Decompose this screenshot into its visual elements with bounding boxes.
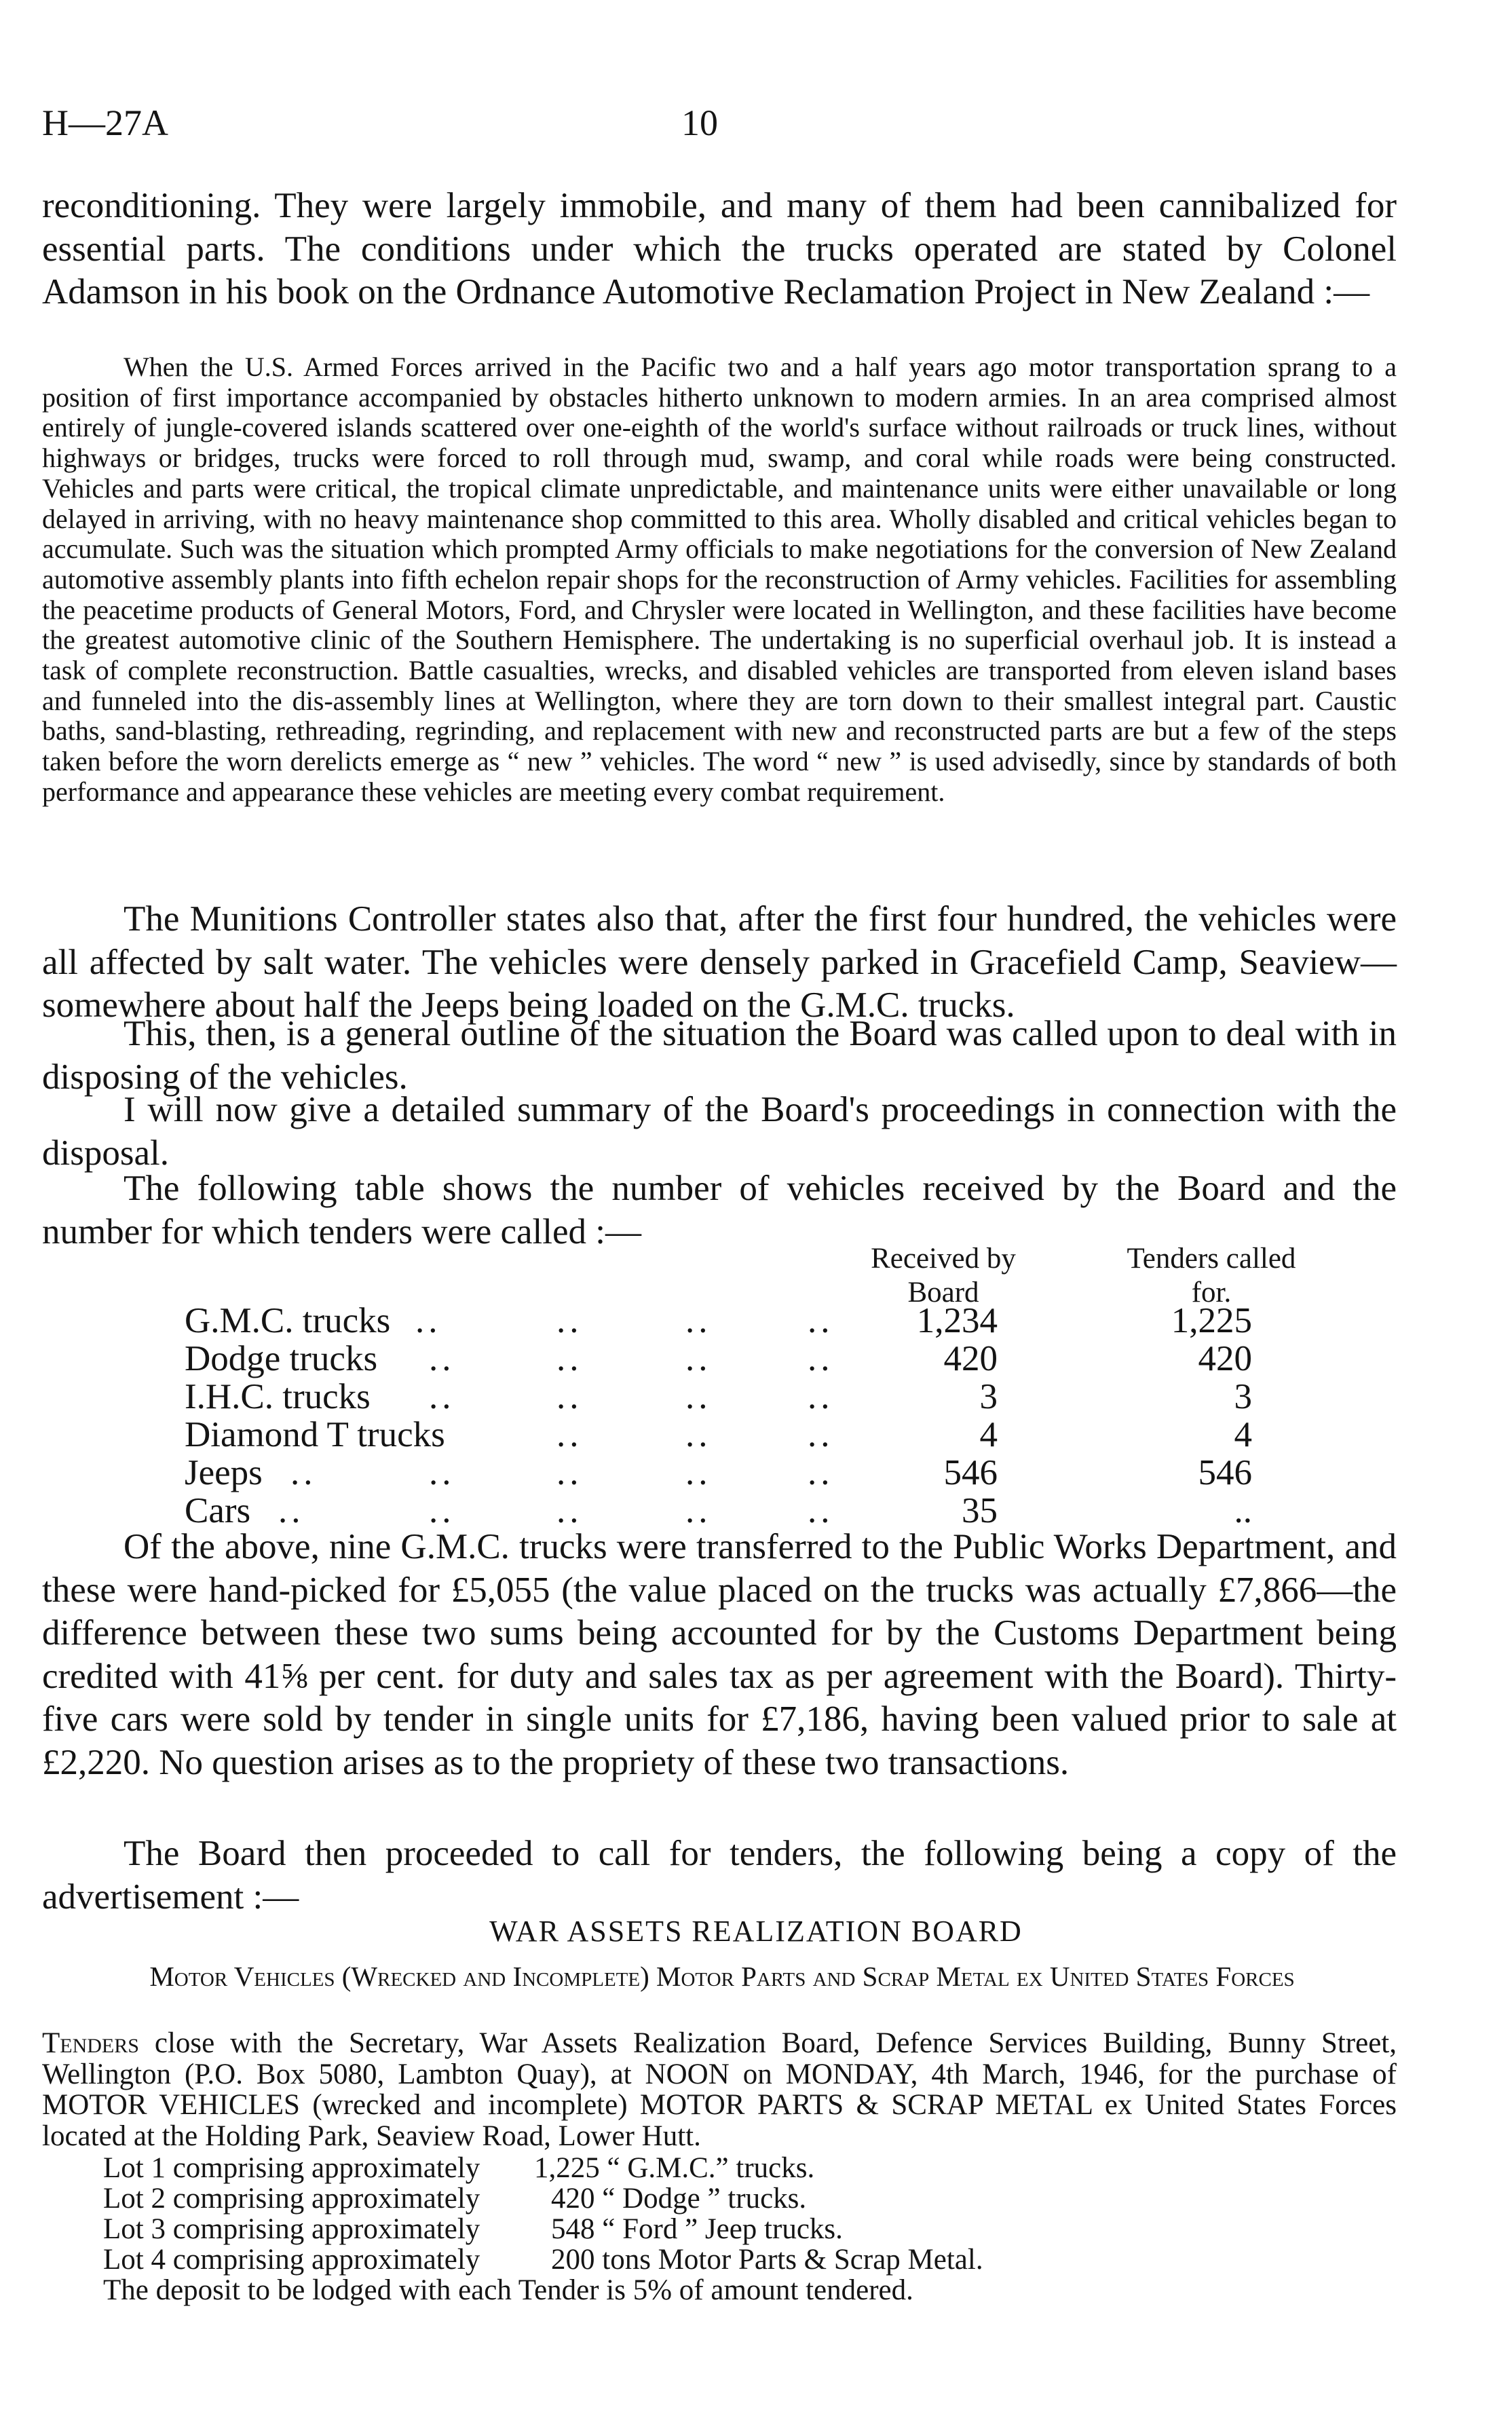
tenders-value: 3 bbox=[1234, 1377, 1252, 1416]
lot-item: Lot 4 comprising approximately 200 tons Motor Parts & Scrap Metal. bbox=[103, 2244, 983, 2276]
received-value: 546 bbox=[943, 1453, 998, 1492]
received-value: 420 bbox=[943, 1339, 998, 1378]
tenders-value: 1,225 bbox=[1171, 1301, 1252, 1340]
paragraph-advert-intro: The Board then proceeded to call for tenders, the following being a copy of the advertisement :— bbox=[42, 1834, 1397, 1917]
row-label: G.M.C. trucks bbox=[185, 1301, 391, 1340]
received-value: 1,234 bbox=[916, 1301, 998, 1340]
quoted-passage: When the U.S. Armed Forces arrived in the Pacific two and a half years ago motor transportation sprang to a position of first importance accompanied by obstacles hitherto unknown to modern armies. In an area comprised almost entirely of jungle-covered islands scattered over one-eighth of the world's surface without railroads or truck lines, without highways or bridges, trucks were forced to roll through mud, swamp, and coral while roads were being constructed. Vehicles and parts were critical, the tropical climate unpredictable, and maintenance units were either unavailable or long delayed in arriving, with no heavy maintenance shop committed to this area. Wholly disabled and critical vehicles began to accumulate. Such was the situation which prompted Army officials to make negotiations for the conversion of New Zealand automotive assembly plants into fifth echelon repair shops for the reconstruction of Army vehicles. Facilities for assembling the peacetime products of General Motors, Ford, and Chrysler were located in Wellington, and these facilities have become the greatest automotive clinic of the Southern Hemisphere. The undertaking is no superficial overhaul job. It is instead a task of complete reconstruction. Battle casualties, wrecks, and disabled vehicles are transported from eleven island bases and funneled into the dis-assembly lines at Wellington, where they are torn down to their smallest integral part. Caustic baths, sand-blasting, rethreading, regrinding, and replacement with new and reconstructed parts are but a few of the steps taken before the worn derelicts emerge as “ new ” vehicles. The word “ new ” is used advisedly, since by standards of both performance and appearance these vehicles are meeting every combat requirement. bbox=[42, 352, 1397, 807]
row-label: Jeeps bbox=[185, 1453, 263, 1492]
advertisement-body: Tenders close with the Secretary, War Assets Realization Board, Defence Services Building, Bunny Street, Wellington (P.O. Box 5080, Lambton Quay), at NOON on MONDAY, 4th March, 1946, for the purchase of MOTOR VEHICLES (wrecked and incomplete) MOTOR PARTS & SCRAP METAL ex United States Forces located at the Holding Park, Seaview Road, Lower Hutt. bbox=[42, 2027, 1397, 2152]
column-header-received: Received by Board bbox=[871, 1243, 1016, 1308]
page-number: 10 bbox=[681, 102, 718, 143]
paragraph-reconditioning: reconditioning. They were largely immobile, and many of them had been cannibalized for essential parts. The conditions under which the trucks operated are stated by Colonel Adamson in his book on the Ordnance Automotive Reclamation Project in New Zealand :— bbox=[42, 186, 1397, 312]
table-row: Dodge trucks .. .. .. .. 420 420 bbox=[185, 1339, 1252, 1378]
tenders-value: .. bbox=[1234, 1491, 1252, 1530]
row-label: Cars bbox=[185, 1491, 251, 1530]
advertisement-lead-word: Tenders bbox=[42, 2027, 139, 2059]
deposit-note: The deposit to be lodged with each Tender is 5% of amount tendered. bbox=[103, 2274, 913, 2306]
paragraph-transfers: Of the above, nine G.M.C. trucks were transferred to the Public Works Department, and these were hand-picked for £5,055 (the value placed on the trucks was actually £7,866—the difference between these two sums being accounted for by the Customs Department being credited with 41⅝ per cent. for duty and sales tax as per agreement with the Board). Thirty-five cars were sold by tender in single units for £7,186, having been valued prior to sale at £2,220. No question arises as to the propriety of these two transactions. bbox=[42, 1527, 1397, 1782]
paragraph-table-intro: The following table shows the number of vehicles received by the Board and the number for which tenders were called :— bbox=[42, 1169, 1397, 1251]
lot-item: Lot 1 comprising approximately 1,225 “ G.M.C.” trucks. bbox=[103, 2152, 815, 2184]
received-value: 3 bbox=[979, 1377, 998, 1416]
tenders-value: 546 bbox=[1198, 1453, 1252, 1492]
table-row: Jeeps .. .. .. .. .. 546 546 bbox=[185, 1453, 1252, 1492]
table-row: Diamond T trucks .. .. .. 4 4 bbox=[185, 1415, 1252, 1454]
paragraph-summary: I will now give a detailed summary of the Board's proceedings in connection with the disposal. bbox=[42, 1090, 1397, 1173]
row-label: I.H.C. trucks bbox=[185, 1377, 371, 1416]
advertisement-subheading: Motor Vehicles (Wrecked and Incomplete) Motor Parts and Scrap Metal ex United States Forces bbox=[149, 1961, 1295, 1992]
lot-item: Lot 2 comprising approximately 420 “ Dodge ” trucks. bbox=[103, 2183, 807, 2215]
tenders-value: 4 bbox=[1234, 1415, 1252, 1454]
advertisement-heading: WAR ASSETS REALIZATION BOARD bbox=[489, 1915, 1023, 1948]
column-header-tenders: Tenders called for. bbox=[1127, 1243, 1296, 1308]
table-row: Cars .. .. .. .. .. 35 .. bbox=[185, 1491, 1252, 1530]
row-label: Diamond T trucks bbox=[185, 1415, 445, 1454]
document-code: H—27A bbox=[42, 102, 168, 143]
received-value: 4 bbox=[979, 1415, 998, 1454]
table-row: G.M.C. trucks .. .. .. .. 1,234 1,225 bbox=[185, 1301, 1252, 1340]
paragraph-outline: This, then, is a general outline of the situation the Board was called upon to deal with in disposing of the vehicles. bbox=[42, 1014, 1397, 1097]
paragraph-munitions: The Munitions Controller states also that, after the first four hundred, the vehicles were all affected by salt water. The vehicles were densely parked in Gracefield Camp, Seaview—somewhere about half the Jeeps being loaded on the G.M.C. trucks. bbox=[42, 899, 1397, 1025]
row-label: Dodge trucks bbox=[185, 1339, 378, 1378]
received-value: 35 bbox=[962, 1491, 998, 1530]
table-row: I.H.C. trucks .. .. .. .. 3 3 bbox=[185, 1377, 1252, 1416]
tenders-value: 420 bbox=[1198, 1339, 1252, 1378]
lot-item: Lot 3 comprising approximately 548 “ Ford ” Jeep trucks. bbox=[103, 2213, 843, 2245]
